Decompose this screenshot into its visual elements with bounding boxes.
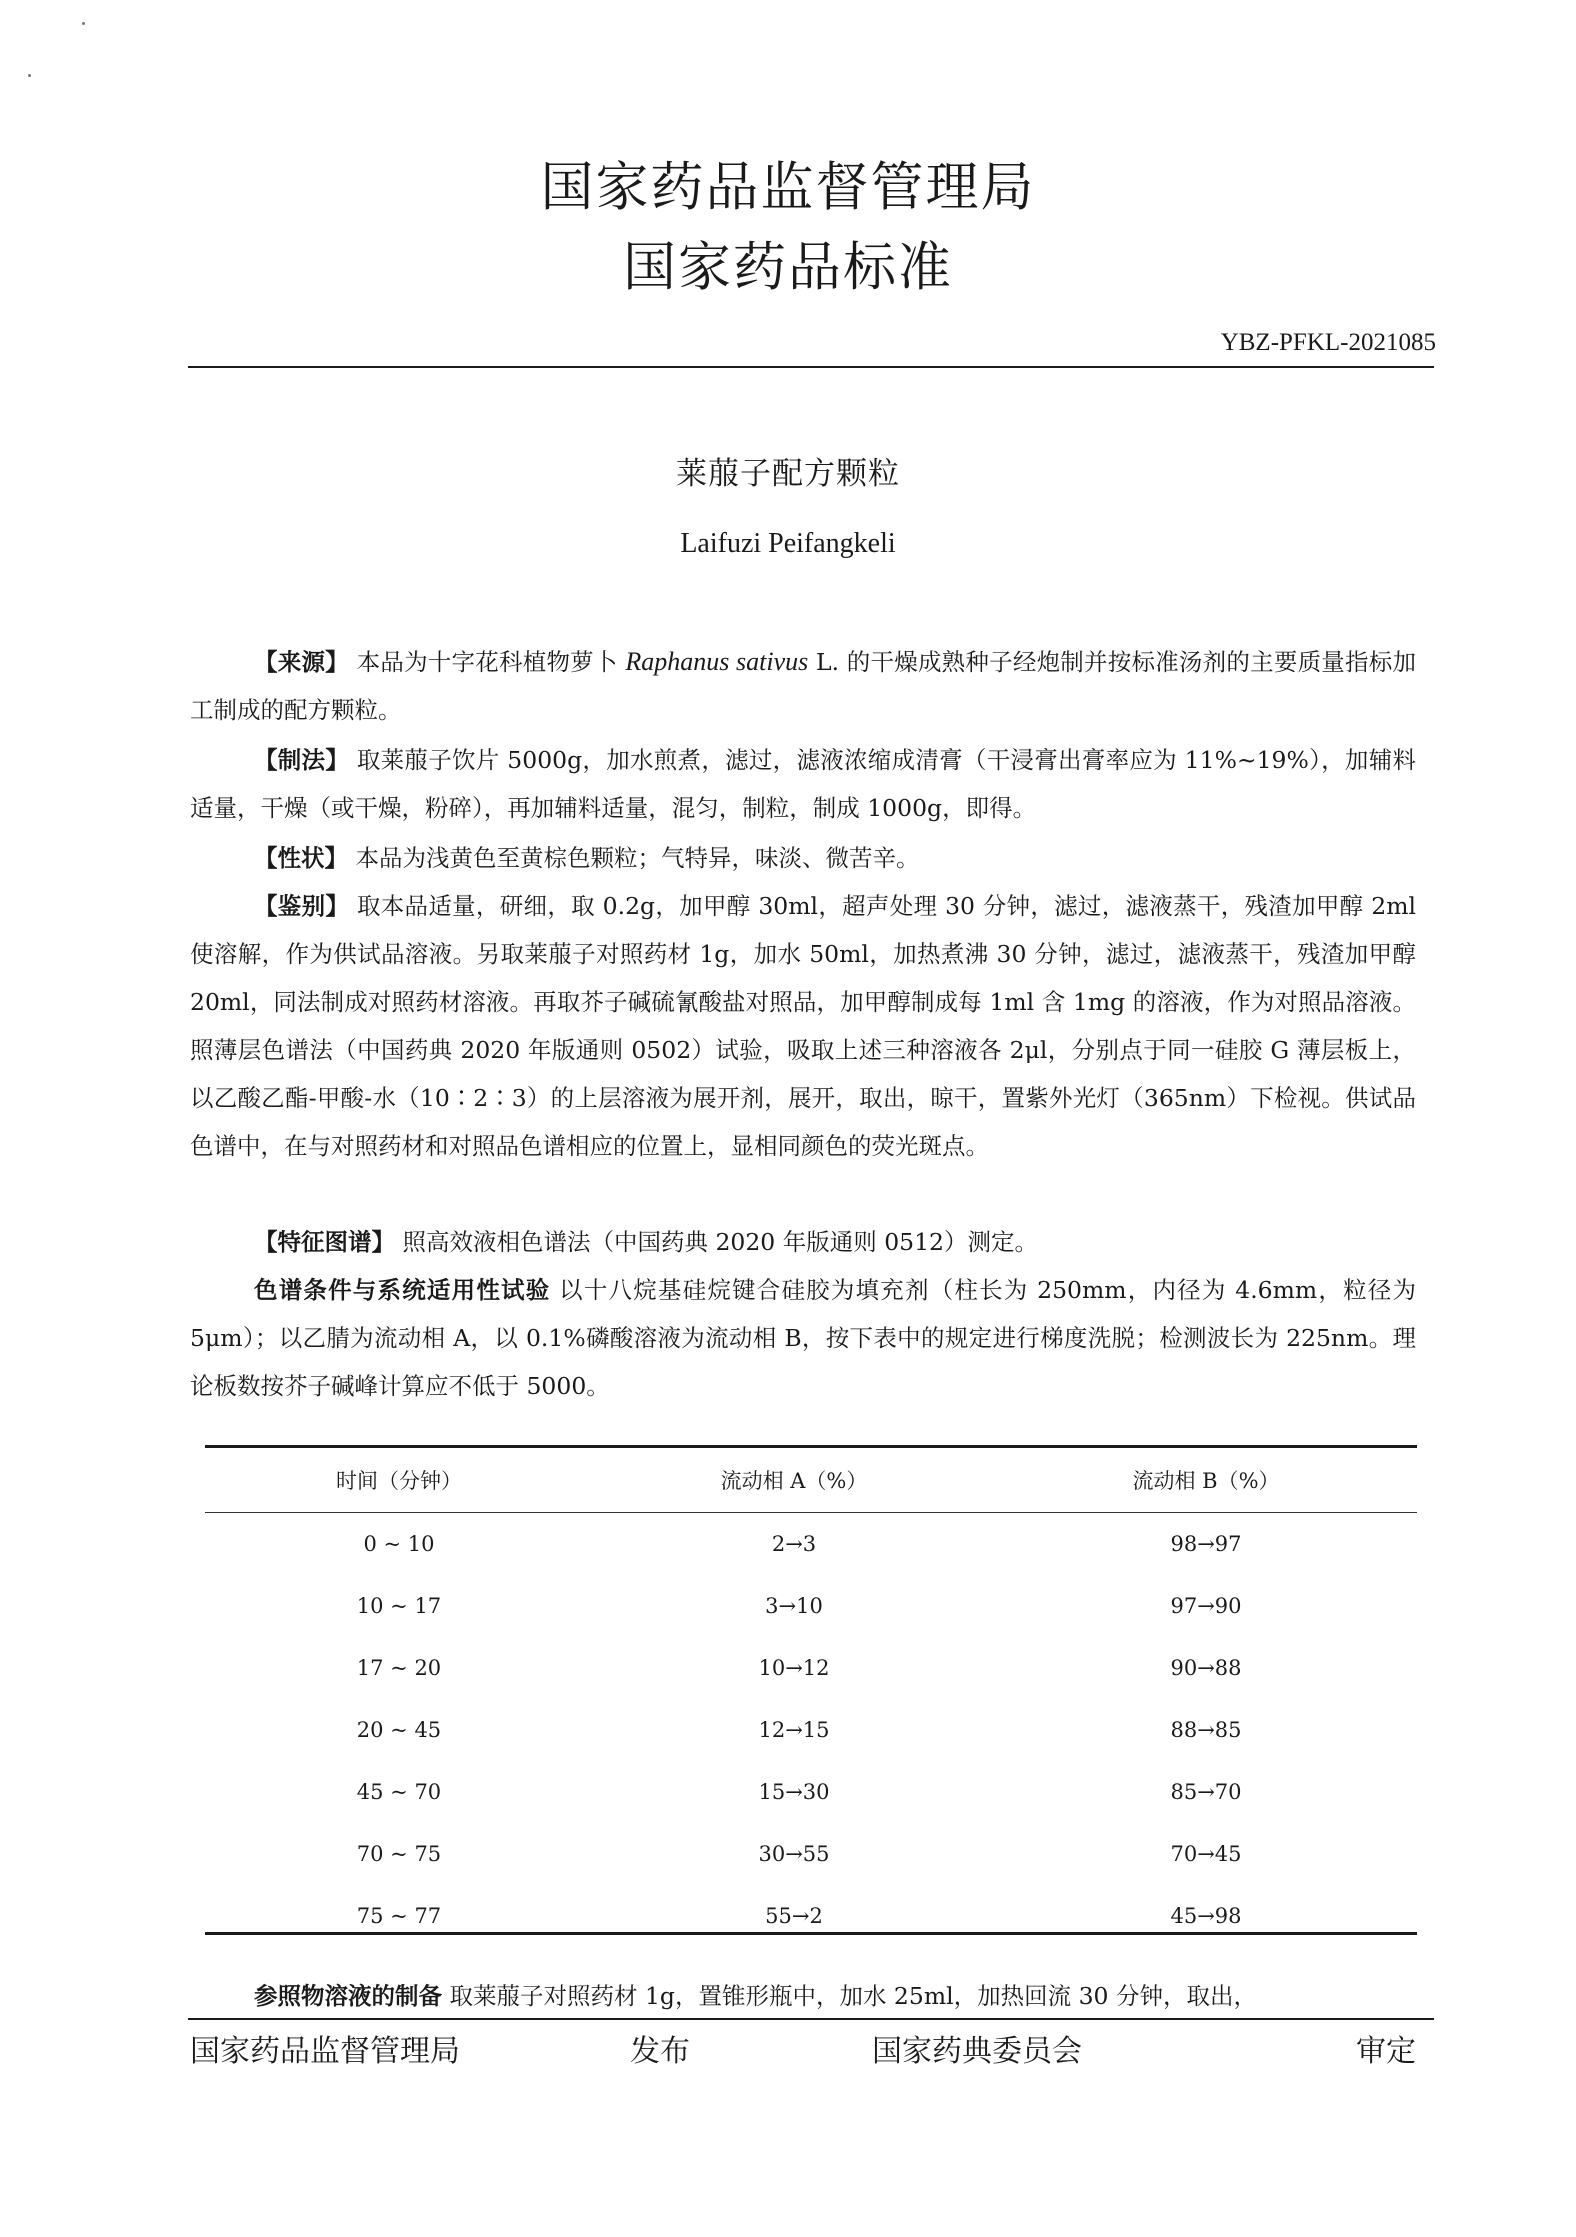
- footer-rule: [188, 2018, 1434, 2020]
- table-row: [205, 1885, 1417, 1947]
- table-row: [205, 1637, 1417, 1699]
- phase-b-cell: 88→85: [1170, 1718, 1242, 1742]
- phase-a-cell: 30→55: [758, 1842, 830, 1866]
- time-cell: 20 ~ 45: [356, 1718, 442, 1742]
- section-text: 取本品适量，研细，取 0.2g，加甲醇 30ml，超声处理 30 分钟，滤过，滤液蒸干，残渣加甲醇 2ml 使溶解，作为供试品溶液。另取莱菔子对照药材 1g，加水 50ml，加热煮沸 30 分钟，滤过，滤液蒸干，残渣加甲醇 20ml，同法制成对照药材溶液。再取芥子碱硫氰酸盐对照品，加甲醇制成每 1ml 含 1mg 的溶液，作为对照品溶液。照薄层色谱法（中国药典 2020 年版通则 0502）试验，吸取上述三种溶液各 2μl，分别点于同一硅胶 G 薄层板上，以乙酸乙酯-甲酸-水（10∶2∶3）的上层溶液为展开剂，展开，取出，晾干，置紫外光灯（365nm）下检视。供试品色谱中，在与对照药材和对照品色谱相应的位置上，显相同颜色的荧光斑点。: [190, 892, 1416, 1160]
- footer-issue-action: 发布: [630, 2034, 690, 2069]
- phase-b-cell: 85→70: [1170, 1780, 1242, 1804]
- scan-speck: [82, 22, 85, 25]
- section-text: 照高效液相色谱法（中国药典 2020 年版通则 0512）测定。: [402, 1228, 1039, 1256]
- phase-a-cell: 3→10: [765, 1594, 823, 1618]
- section-text: L. 的干燥成熟种子经炮制并按标准汤剂的主要质量指标加工制成的配方颗粒。: [190, 648, 1416, 724]
- phase-b-cell: 70→45: [1170, 1842, 1242, 1866]
- gradient-table: [205, 1448, 1417, 1947]
- table-row: [205, 1513, 1417, 1576]
- column-header: 流动相 B（%）: [995, 1448, 1417, 1513]
- section-label: 参照物溶液的制备: [254, 1982, 442, 2010]
- phase-b-cell: 98→97: [1170, 1532, 1242, 1556]
- phase-b-cell: 97→90: [1170, 1594, 1242, 1618]
- document-pinyin: Laifuzi Peifangkeli: [680, 528, 896, 559]
- column-header: 时间（分钟）: [205, 1448, 593, 1513]
- footer-issuer: 国家药品监督管理局: [190, 2034, 460, 2069]
- section-label: 【来源】: [254, 648, 349, 676]
- time-cell: 10 ~ 17: [356, 1594, 442, 1618]
- time-cell: 75 ~ 77: [356, 1904, 442, 1928]
- table-row: [205, 1575, 1417, 1637]
- section-label: 【鉴别】: [254, 892, 350, 920]
- footer-review-action: 审定: [1356, 2034, 1416, 2069]
- standard-title: 国家药品标准: [623, 237, 953, 298]
- document-title: 莱菔子配方颗粒: [676, 456, 900, 492]
- time-cell: 70 ~ 75: [356, 1842, 442, 1866]
- section-preparation: [190, 736, 1416, 832]
- phase-a-cell: 55→2: [765, 1904, 823, 1928]
- section-text: 本品为浅黄色至黄棕色颗粒；气特异，味淡、微苦辛。: [355, 844, 920, 872]
- time-cell: 0 ~ 10: [363, 1532, 435, 1556]
- time-cell: 45 ~ 70: [356, 1780, 442, 1804]
- phase-a-cell: 2→3: [771, 1532, 817, 1556]
- section-text: 取莱菔子对照药材 1g，置锥形瓶中，加水 25ml，加热回流 30 分钟，取出，: [449, 1982, 1257, 2010]
- header-rule: [188, 366, 1434, 368]
- table-row: [205, 1823, 1417, 1885]
- footer-reviewer: 国家药典委员会: [872, 2034, 1082, 2069]
- footer: [190, 2026, 1416, 2076]
- section-label: 色谱条件与系统适用性试验: [254, 1276, 551, 1304]
- latin-name: Raphanus sativus: [625, 647, 809, 676]
- section-fingerprint: [190, 1218, 1416, 1266]
- section-reference-preparation: [190, 1972, 1416, 2020]
- section-text: 取莱菔子饮片 5000g，加水煎煮，滤过，滤液浓缩成清膏（干浸膏出膏率应为 11%~19%），加辅料适量，干燥（或干燥，粉碎），再加辅料适量，混匀，制粒，制成 1000g，即得。: [190, 746, 1416, 822]
- table-bottom-rule: [205, 1932, 1417, 1935]
- table-header-row: [205, 1448, 1417, 1513]
- phase-b-cell: 90→88: [1170, 1656, 1242, 1680]
- table-row: [205, 1699, 1417, 1761]
- time-cell: 17 ~ 20: [356, 1656, 442, 1680]
- section-label: 【性状】: [254, 844, 348, 872]
- section-text: 以十八烷基硅烷键合硅胶为填充剂（柱长为 250mm，内径为 4.6mm，粒径为 5μm）；以乙腈为流动相 A，以 0.1%磷酸溶液为流动相 B，按下表中的规定进行梯度洗脱；检测波长为 225nm。理论板数按芥子碱峰计算应不低于 5000。: [190, 1276, 1416, 1400]
- scan-speck: [28, 74, 31, 77]
- section-text: 本品为十字花科植物萝卜: [356, 648, 618, 676]
- agency-title: 国家药品监督管理局: [540, 157, 1036, 218]
- section-chromatography-conditions: [190, 1266, 1416, 1410]
- section-label: 【制法】: [254, 746, 350, 774]
- column-header: 流动相 A（%）: [593, 1448, 995, 1513]
- phase-a-cell: 12→15: [758, 1718, 830, 1742]
- section-identification: [190, 882, 1416, 1170]
- section-label: 【特征图谱】: [254, 1228, 395, 1256]
- phase-b-cell: 45→98: [1170, 1904, 1242, 1928]
- phase-a-cell: 15→30: [758, 1780, 830, 1804]
- standard-code: YBZ-PFKL-2021085: [1220, 329, 1436, 356]
- section-character: [190, 834, 1416, 882]
- section-source: [190, 638, 1416, 734]
- phase-a-cell: 10→12: [758, 1656, 830, 1680]
- table-row: [205, 1761, 1417, 1823]
